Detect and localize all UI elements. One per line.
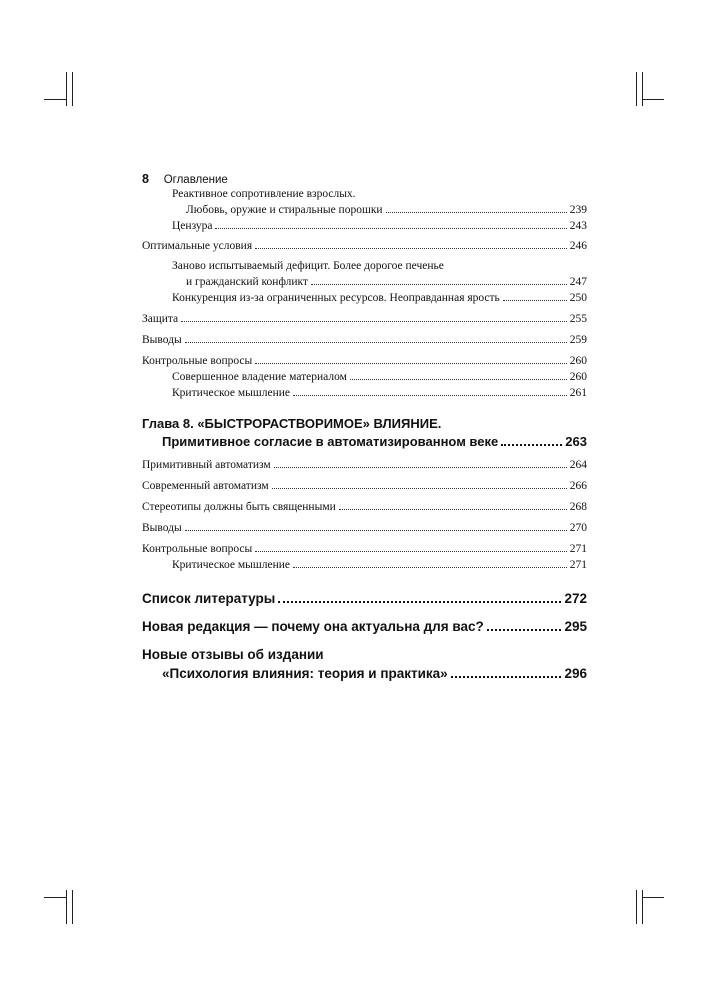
crop-mark [44,897,66,898]
toc-entry-text: Совершенное владение материалом [172,371,347,383]
crop-mark [66,890,67,924]
leader-dots [503,300,567,301]
toc-page: 296 [564,666,587,681]
crop-mark [44,99,66,100]
toc-entry[interactable] [142,332,587,348]
toc-entry[interactable] [142,238,587,254]
page-number: 8 [142,172,149,186]
leader-dots [255,248,567,249]
toc-entry-text: Заново испытываемый дефицит. Более дорогое печенье [172,260,444,272]
toc-entry-text: Список литературы [142,591,276,606]
crop-mark [72,890,73,924]
toc-entry[interactable] [142,557,587,573]
leader-dots [255,363,567,364]
leader-dots [350,379,567,380]
leader-dots [311,284,567,285]
running-title: Оглавление [163,174,228,186]
toc-entry[interactable] [142,218,587,234]
toc-entry[interactable] [142,311,587,327]
toc-entry[interactable] [142,369,587,385]
toc-entry-bibliography[interactable] [142,589,587,608]
toc-entry-text: Современный автоматизм [142,480,269,492]
toc-entry-text: Критическое мышление [172,387,291,399]
toc-page: 243 [569,220,587,232]
toc-page: 239 [569,204,587,216]
toc-entry-text: Новые отзывы об издании [142,647,324,662]
leader-dots [339,509,567,510]
toc-page: 246 [569,240,587,252]
leader-dots [278,601,561,603]
toc-entry-text: Критическое мышление [172,559,291,571]
toc-entry[interactable] [142,457,587,473]
toc-page: 266 [569,480,587,492]
toc-page: 270 [569,522,587,534]
toc-page: 264 [569,459,587,471]
toc-entry-text: «Психология влияния: теория и практика» [162,666,448,681]
toc-entry-text: Новая редакция — почему она актуальна для вас? [142,619,484,634]
toc-page: 271 [569,543,587,555]
leader-dots [255,551,567,552]
toc-page: 259 [569,334,587,346]
toc-entry-text: Защита [142,313,179,325]
table-of-contents [142,186,587,683]
leader-dots [293,395,567,396]
toc-entry-text: Конкуренция из-за ограниченных ресурсов. Неоправданная ярость [172,292,500,304]
page-header [142,172,228,186]
leader-dots [185,342,567,343]
toc-entry-text: Любовь, оружие и стиральные порошки [186,204,383,216]
toc-entry[interactable] [142,353,587,369]
toc-entry-reviews[interactable] [142,664,587,683]
toc-page: 263 [565,434,587,449]
toc-page: 271 [569,559,587,571]
chapter-entry[interactable] [142,433,587,451]
toc-entry-text: Примитивный автоматизм [142,459,271,471]
leader-dots [386,212,567,213]
toc-page: 260 [569,371,587,383]
toc-page: 247 [569,276,587,288]
leader-dots [487,629,562,631]
leader-dots [274,467,567,468]
toc-entry-text: Выводы [142,334,182,346]
chapter-subtitle: Примитивное согласие в автоматизированном веке [162,434,499,449]
toc-page: 261 [569,387,587,399]
toc-page: 295 [564,619,587,634]
toc-entry[interactable] [142,520,587,536]
toc-page: 268 [569,501,587,513]
leader-dots [293,567,567,568]
crop-mark [636,890,637,924]
toc-page: 255 [569,313,587,325]
toc-page: 260 [569,355,587,367]
toc-entry-text: Оптимальные условия [142,240,253,252]
toc-entry-text: Стереотипы должны быть священными [142,501,336,513]
toc-page: 250 [569,292,587,304]
toc-entry [142,186,587,202]
toc-entry[interactable] [142,541,587,557]
toc-entry-text: Контрольные вопросы [142,543,253,555]
toc-entry-text: Контрольные вопросы [142,355,253,367]
toc-entry[interactable] [142,202,587,218]
crop-mark [66,72,67,106]
toc-entry[interactable] [142,478,587,494]
toc-entry [142,258,587,274]
toc-entry-text: Цензура [172,220,213,232]
toc-entry[interactable] [142,499,587,515]
chapter-title-text: Глава 8. «БЫСТРОРАСТВОРИМОЕ» ВЛИЯНИЕ. [142,416,442,431]
leader-dots [215,228,566,229]
toc-entry[interactable] [142,385,587,401]
crop-mark [642,99,664,100]
leader-dots [181,321,567,322]
crop-mark [642,72,643,106]
chapter-title [142,415,587,433]
crop-mark [636,72,637,106]
toc-entry-reviews-title [142,645,587,664]
toc-entry-text: Реактивное сопротивление взрослых. [172,188,356,200]
toc-entry-text: и гражданский конфликт [186,276,308,288]
toc-entry[interactable] [142,290,587,306]
leader-dots [185,530,567,531]
toc-entry-text: Выводы [142,522,182,534]
crop-mark [642,890,643,924]
crop-mark [642,897,664,898]
leader-dots [451,676,562,678]
toc-page: 272 [564,591,587,606]
toc-entry-new-edition[interactable] [142,617,587,636]
leader-dots [272,488,567,489]
crop-mark [72,72,73,106]
leader-dots [501,444,562,446]
toc-entry[interactable] [142,274,587,290]
